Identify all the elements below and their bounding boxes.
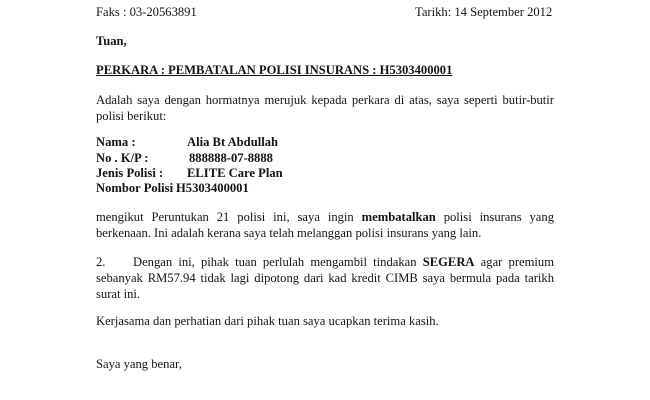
fax-number: Faks : 03-20563891 <box>96 5 197 19</box>
paragraph-cancellation <box>96 209 554 241</box>
detail-value-policy-type: ELITE Care Plan <box>187 166 283 180</box>
detail-value-policy-number: H5303400001 <box>176 181 249 195</box>
closing-line: Saya yang benar, <box>96 357 182 371</box>
detail-label-name: Nama : <box>96 135 136 149</box>
detail-label-policy-number: Nombor Polisi : <box>96 181 181 195</box>
intro-paragraph: Adalah saya dengan hormatnya merujuk kepada perkara di atas, saya seperti butir-butir polisi berikut: <box>96 93 554 123</box>
emphasis-segera: SEGERA <box>422 255 475 269</box>
paragraph-number: 2. <box>96 255 106 269</box>
letter-date: Tarikh: 14 September 2012 <box>415 5 553 19</box>
paragraph-urgent-text-start: Dengan ini, pihak tuan perlulah mengambil tindakan <box>133 255 423 269</box>
detail-label-ic: No . K/P : <box>96 151 149 165</box>
paragraph-urgent-action <box>96 254 554 302</box>
subject-line: PERKARA : PEMBATALAN POLISI INSURANS : H5303400001 <box>96 63 453 77</box>
paragraph-urgent-text-end: agar premium sebanyak RM57.94 tidak lagi dipotong dari kad kredit CIMB saya bermula pada tarikh surat ini. <box>96 255 554 301</box>
salutation: Tuan, <box>96 34 127 48</box>
thanks-line: Kerjasama dan perhatian dari pihak tuan saya ucapkan terima kasih. <box>96 314 439 328</box>
detail-value-ic: 888888-07-8888 <box>189 151 273 165</box>
paragraph-cancellation-text-start: mengikut Peruntukan 21 polisi ini, saya ingin <box>96 210 362 224</box>
detail-value-name: Alia Bt Abdullah <box>187 135 278 149</box>
emphasis-membatalkan: membatalkan <box>361 210 436 224</box>
paragraph-cancellation-text-end: polisi insurans yang berkenaan. Ini adalah kerana saya telah melanggan polisi insurans yang lain. <box>96 210 554 240</box>
detail-label-policy-type: Jenis Polisi : <box>96 166 164 180</box>
